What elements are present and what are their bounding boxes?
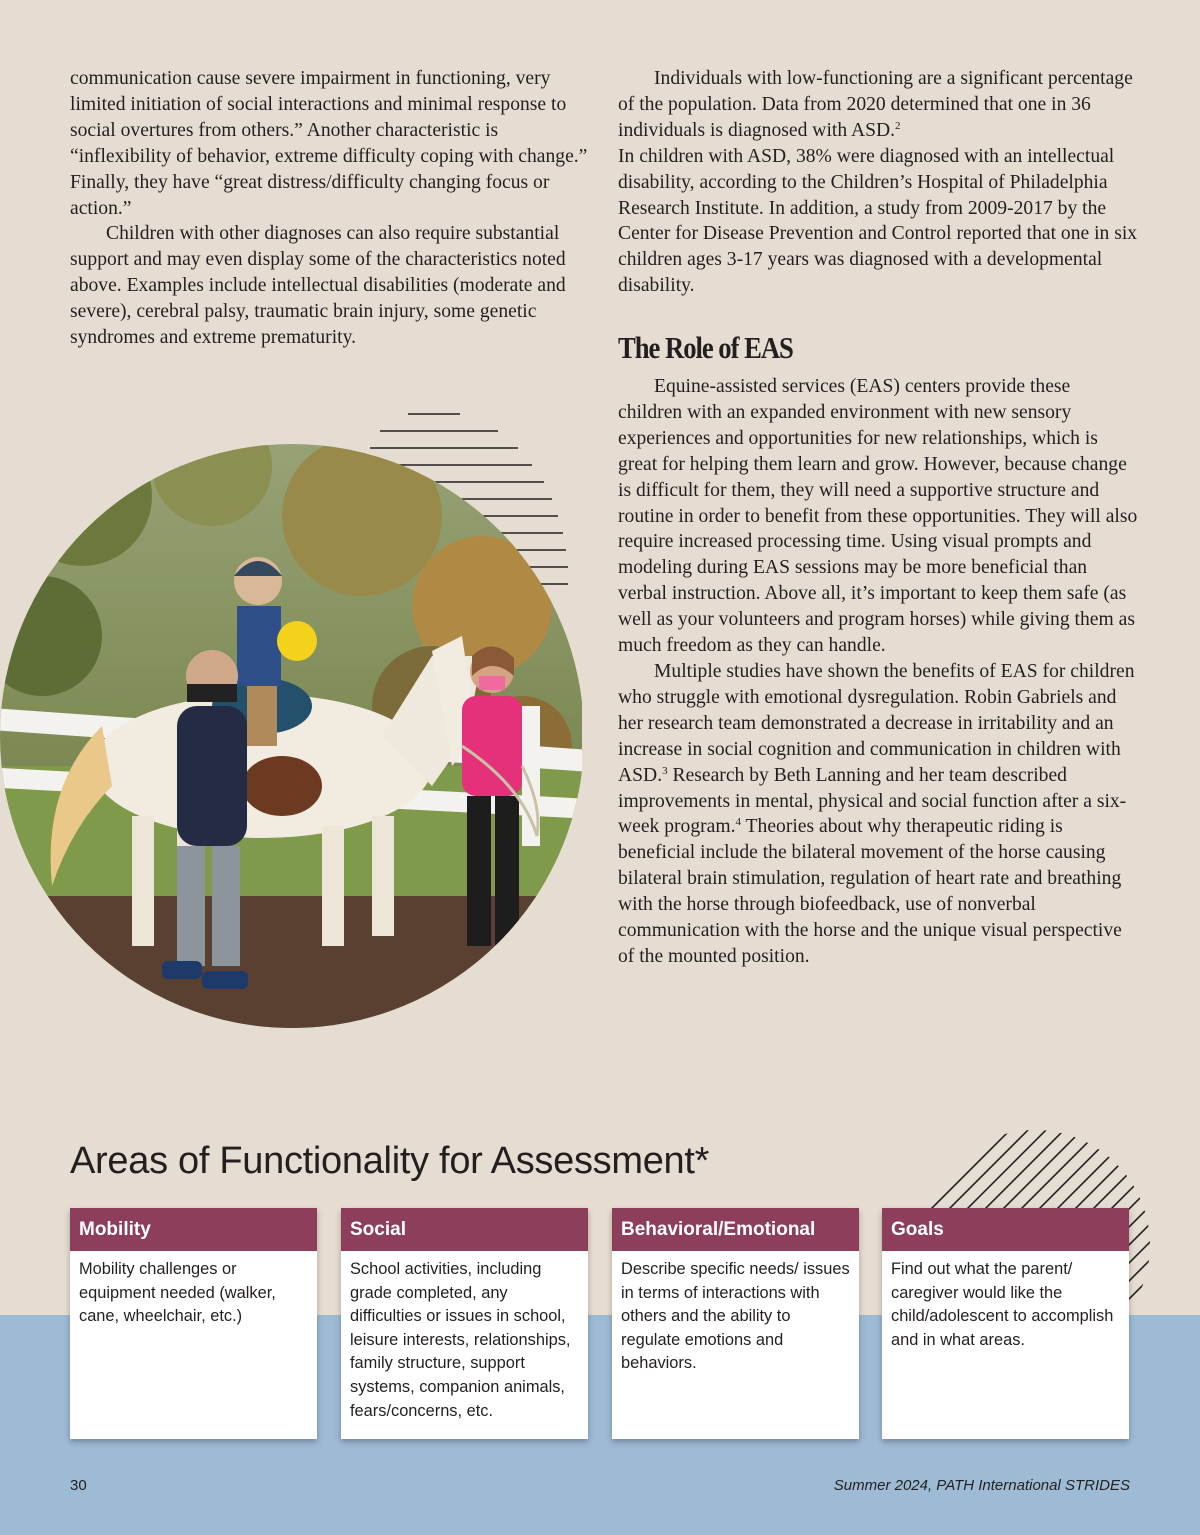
publication-credit: Summer 2024, PATH International STRIDES (833, 1477, 1130, 1494)
card-goals-heading: Goals (882, 1208, 1129, 1251)
areas-section-title: Areas of Functionality for Assessment* (70, 1140, 710, 1182)
card-mobility (70, 1208, 317, 1439)
card-behavioral-body: Describe specific needs/ issues in terms of interactions with others and the ability to regulate emotions and behaviors. (621, 1260, 850, 1373)
section-heading-role-of-eas: The Role of EAS (618, 330, 793, 365)
right-paragraph-3: Multiple studies have shown the benefits of EAS for children who struggle with emotional dysregulation. Robin Gabriels and her research team demonstrated a decrease in irritability and an increase in social cognition and communication in children with ASD.$^3$ Research by Beth Lanning and her team described improvements in mental, physical and social function after a six-week program.$^4$ Theories about why therapeutic riding is beneficial include the bilateral movement of the horse causing bilateral brain stimulation, regulation of heart rate and breathing with the horse through biofeedback, use of nonverbal communication with the horse and the unique visual perspective of the mounted position. (618, 660, 1135, 967)
footnote-ref-4: 4 (735, 816, 742, 829)
card-social-body: School activities, including grade completed, any difficulties or issues in school, leisure interests, relationships, family structure, support systems, companion animals, fears/concerns, etc. (350, 1260, 571, 1420)
right-text-column-top (618, 66, 1138, 299)
right-paragraph-1: Individuals with low-functioning are a significant percentage of the population. Data from 2020 determined that one in 36 individuals is diagnosed with ASD.$^2$ In children with ASD, 38% were diagnosed with an intellectual disability, according to the Children’s Hospital of Philadelphia Research Institute. In addition, a study from 2009-2017 by the Center for Disease Prevention and Control reported that one in six children ages 3-17 years was diagnosed with a developmental disability. (618, 68, 1138, 297)
right-paragraph-2: Equine-assisted services (EAS) centers provide these children with an expanded environment with new sensory experiences and opportunities for new relationships, which is great for helping them learn and grow. However, because change is difficult for them, they will need a supportive structure and routine in order to benefit from these opportunities. They will also require increased processing time. Using visual prompts and modeling during EAS sessions may be more beneficial than verbal instruction. Above all, it’s important to keep them safe (as well as your volunteers and program horses) while giving them as much freedom as they can handle. (618, 376, 1138, 657)
card-mobility-heading: Mobility (70, 1208, 317, 1251)
left-paragraph-1: communication cause severe impairment in functioning, very limited initiation of social interactions and minimal response to social overtures from others.” Another characteristic is “inflexibility of behavior, extreme difficulty coping with change.” Finally, they have “great distress/difficulty changing focus or action.” (70, 68, 588, 219)
card-social-heading: Social (341, 1208, 588, 1251)
therapeutic-riding-photo (0, 406, 582, 1066)
page-number: 30 (70, 1477, 87, 1494)
card-goals-body: Find out what the parent/ caregiver would like the child/adolescent to accomplish and in what areas. (891, 1260, 1114, 1349)
card-behavioral-heading: Behavioral/Emotional (612, 1208, 859, 1251)
card-mobility-body: Mobility challenges or equipment needed (walker, cane, wheelchair, etc.) (79, 1260, 276, 1326)
footnote-ref-3: 3 (662, 764, 668, 777)
card-social (341, 1208, 588, 1439)
footnote-ref-2: 2 (895, 119, 901, 132)
right-text-column-bottom (618, 374, 1138, 970)
left-text-column (70, 66, 590, 351)
card-goals (882, 1208, 1129, 1439)
card-behavioral-emotional (612, 1208, 859, 1439)
left-paragraph-2: Children with other diagnoses can also require substantial support and may even display some of the characteristics noted above. Examples include intellectual disabilities (moderate and severe), cerebral palsy, traumatic brain injury, some genetic syndromes and extreme prematurity. (70, 223, 566, 349)
